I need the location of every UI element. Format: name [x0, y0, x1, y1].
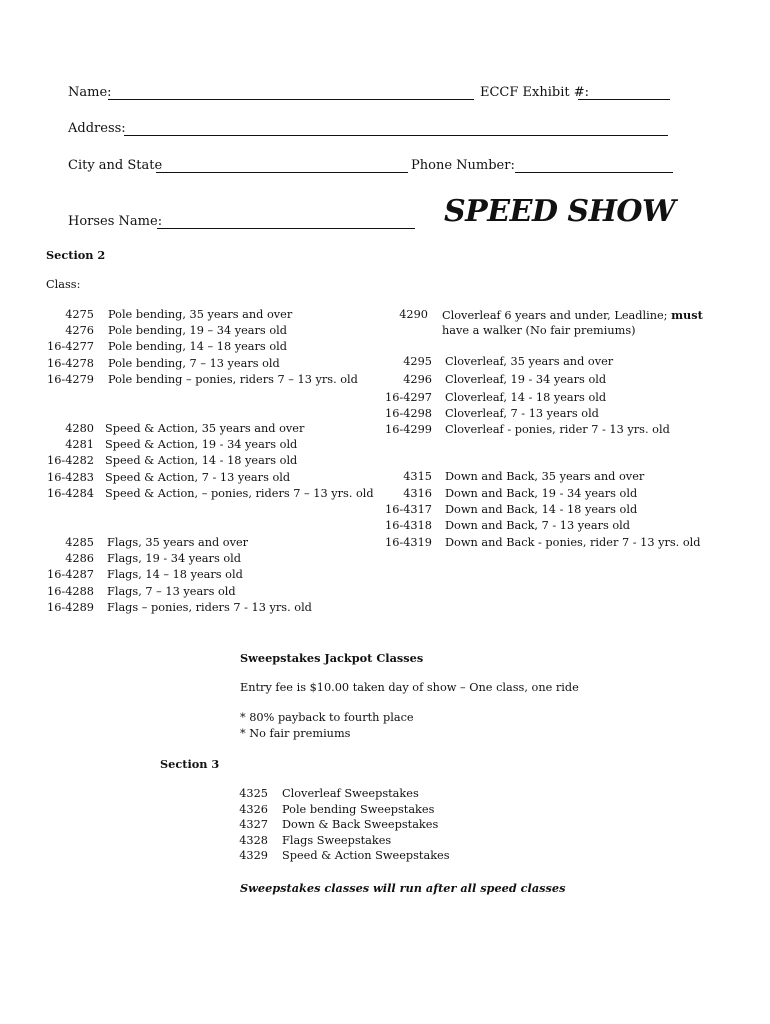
- class-number: 4290: [399, 308, 428, 321]
- class-description: Pole bending, 19 – 34 years old: [108, 324, 287, 338]
- class-description: Down & Back Sweepstakes: [282, 818, 439, 831]
- class-description: Flags, 14 – 18 years old: [107, 568, 243, 582]
- class-number: 16-4318: [385, 519, 432, 532]
- class-description: Down and Back, 7 - 13 years old: [445, 519, 631, 532]
- class-description: Down and Back, 19 - 34 years old: [445, 487, 638, 500]
- exhibit-field-line[interactable]: [578, 99, 670, 100]
- class-number: 16-4283: [47, 470, 94, 484]
- class-number: 4329: [239, 849, 268, 862]
- phone-field-line[interactable]: [515, 172, 673, 173]
- class-description: Pole bending – ponies, riders 7 – 13 yrs. old: [108, 372, 358, 386]
- class-number: 16-4284: [47, 486, 94, 500]
- class-number: 16-4288: [47, 584, 94, 598]
- class-description: Pole bending, 35 years and over: [108, 308, 293, 321]
- class-number: 4281: [65, 438, 94, 452]
- class-number: 16-4299: [385, 423, 432, 436]
- class-number: 4326: [239, 802, 268, 816]
- address-field-line[interactable]: [124, 135, 668, 136]
- class-description: Pole bending Sweepstakes: [282, 802, 435, 816]
- class-number: 4296: [403, 373, 432, 386]
- phone-label: Phone Number:: [411, 158, 515, 173]
- section-2-heading: Section 2: [46, 248, 106, 262]
- exhibit-label: ECCF Exhibit #:: [480, 85, 589, 100]
- class-number: 16-4277: [47, 340, 94, 354]
- sweepstakes-heading: Sweepstakes Jackpot Classes: [240, 651, 424, 665]
- horse-name-label: Horses Name:: [68, 214, 163, 229]
- class-description: Flags Sweepstakes: [282, 833, 392, 847]
- payback-note: * 80% payback to fourth place: [240, 711, 414, 724]
- sweepstakes-footer-note: Sweepstakes classes will run after all speed classes: [240, 881, 566, 895]
- class-number: 4276: [65, 324, 94, 338]
- class-description: Down and Back, 14 - 18 years old: [445, 503, 638, 516]
- class-description: Speed & Action, – ponies, riders 7 – 13 yrs. old: [105, 486, 374, 500]
- class-number: 4280: [65, 422, 94, 435]
- must-emphasis: must: [671, 308, 703, 322]
- class-description: Cloverleaf Sweepstakes: [282, 787, 419, 800]
- class-number: 16-4298: [385, 407, 432, 420]
- class-number: 16-4278: [47, 356, 94, 370]
- address-label: Address:: [68, 121, 126, 136]
- horse-name-field-line[interactable]: [157, 228, 415, 229]
- class-description: Speed & Action Sweepstakes: [282, 849, 450, 862]
- class-description: Speed & Action, 7 - 13 years old: [105, 470, 291, 484]
- class-number: 4295: [403, 355, 432, 368]
- no-premium-note: * No fair premiums: [240, 727, 351, 740]
- class-number: 16-4287: [47, 568, 94, 582]
- name-label: Name:: [68, 85, 112, 100]
- class-description: Pole bending, 7 – 13 years old: [108, 356, 280, 370]
- class-number: 4285: [65, 536, 94, 549]
- city-state-field-line[interactable]: [156, 172, 408, 173]
- class-description: Cloverleaf, 14 - 18 years old: [445, 391, 607, 404]
- city-state-label: City and State: [68, 158, 163, 173]
- class-number: 4275: [65, 308, 94, 321]
- class-description: Down and Back - ponies, rider 7 - 13 yrs. old: [445, 536, 701, 549]
- class-description: [442, 308, 703, 322]
- class-description: Cloverleaf, 35 years and over: [445, 355, 614, 368]
- class-description: Cloverleaf, 19 - 34 years old: [445, 373, 607, 386]
- class-number: 16-4317: [385, 503, 432, 516]
- section-3-heading: Section 3: [160, 757, 220, 771]
- class-number: 16-4289: [47, 600, 94, 614]
- class-number: 4286: [65, 552, 94, 566]
- class-number: 4316: [403, 487, 432, 500]
- class-label: Class:: [46, 278, 81, 291]
- class-description: Cloverleaf, 7 - 13 years old: [445, 407, 599, 420]
- class-description: Flags, 35 years and over: [107, 536, 249, 549]
- name-field-line[interactable]: [108, 99, 474, 100]
- class-description-continued: have a walker (No fair premiums): [442, 324, 636, 337]
- class-description: Flags – ponies, riders 7 - 13 yrs. old: [107, 600, 312, 614]
- class-number: 16-4297: [385, 391, 432, 404]
- class-number: 16-4319: [385, 536, 432, 549]
- class-description: Speed & Action, 14 - 18 years old: [105, 454, 298, 468]
- class-description: Cloverleaf - ponies, rider 7 - 13 yrs. old: [445, 423, 670, 436]
- class-number: 4327: [239, 818, 268, 831]
- class-number: 4325: [239, 787, 268, 800]
- class-number: 16-4282: [47, 454, 94, 468]
- class-number: 4328: [239, 833, 268, 847]
- class-number: 4315: [403, 470, 432, 483]
- class-description: Speed & Action, 19 - 34 years old: [105, 438, 298, 452]
- class-description-text: Cloverleaf 6 years and under, Leadline;: [442, 309, 672, 322]
- class-description: Down and Back, 35 years and over: [445, 470, 645, 483]
- class-description: Pole bending, 14 – 18 years old: [108, 340, 287, 354]
- entry-fee-text: Entry fee is $10.00 taken day of show – One class, one ride: [240, 681, 579, 694]
- class-description: Flags, 19 - 34 years old: [107, 552, 241, 566]
- class-number: 16-4279: [47, 372, 94, 386]
- class-description: Flags, 7 – 13 years old: [107, 584, 236, 598]
- page-title: SPEED SHOW: [444, 194, 676, 229]
- class-description: Speed & Action, 35 years and over: [105, 422, 305, 435]
